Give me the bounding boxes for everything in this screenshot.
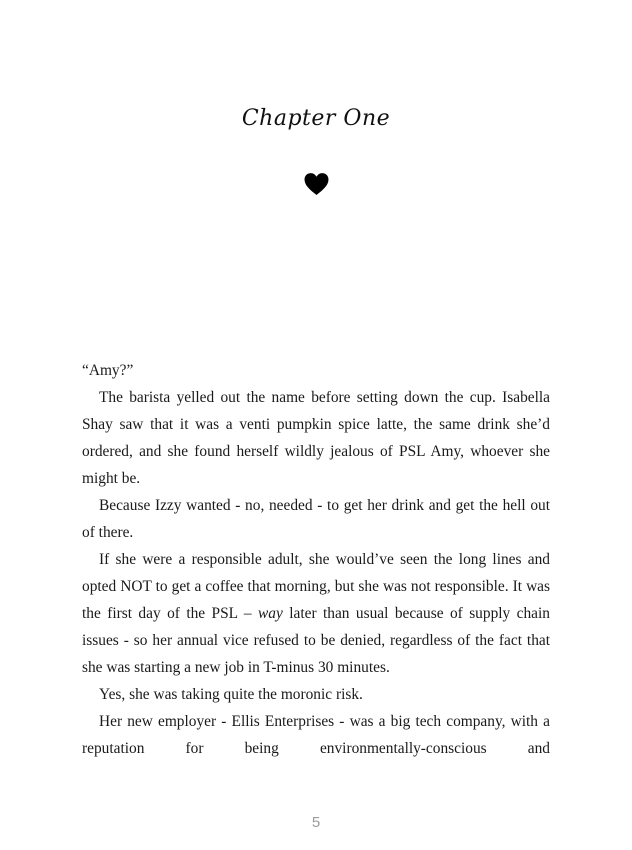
emphasis-text: way (258, 605, 283, 622)
heart-icon (304, 172, 329, 196)
paragraph: The barista yelled out the name before setting down the cup. Isabella Shay saw that it was a venti pumpkin spice latte, the same drink she’d ordered, and she found herself wildly jealous of PSL Amy, whoever she might be. (82, 389, 550, 487)
paragraph-text: later than usual because of supply chain issues - so her annual vice refused to be denied, regardless of the fact that she was starting a new job in T-minus 30 minutes. (82, 605, 550, 676)
chapter-title: Chapter One (241, 106, 391, 131)
page-number: 5 (311, 814, 321, 831)
paragraph-dialogue: “Amy?” (82, 362, 134, 379)
paragraph (82, 546, 550, 681)
paragraph-text: If she were a responsible adult, she would’ve seen the long lines and opted NOT to get a coffee that morning, but she was not responsible. It was the first day of the PSL – (82, 551, 550, 622)
paragraph: Her new employer - Ellis Enterprises - was a big tech company, with a reputation for being environmentally-conscious and (82, 713, 550, 757)
paragraph: Yes, she was taking quite the moronic risk. (99, 686, 363, 703)
body-text (82, 357, 550, 762)
paragraph: Because Izzy wanted - no, needed - to get her drink and get the hell out of there. (82, 497, 550, 541)
